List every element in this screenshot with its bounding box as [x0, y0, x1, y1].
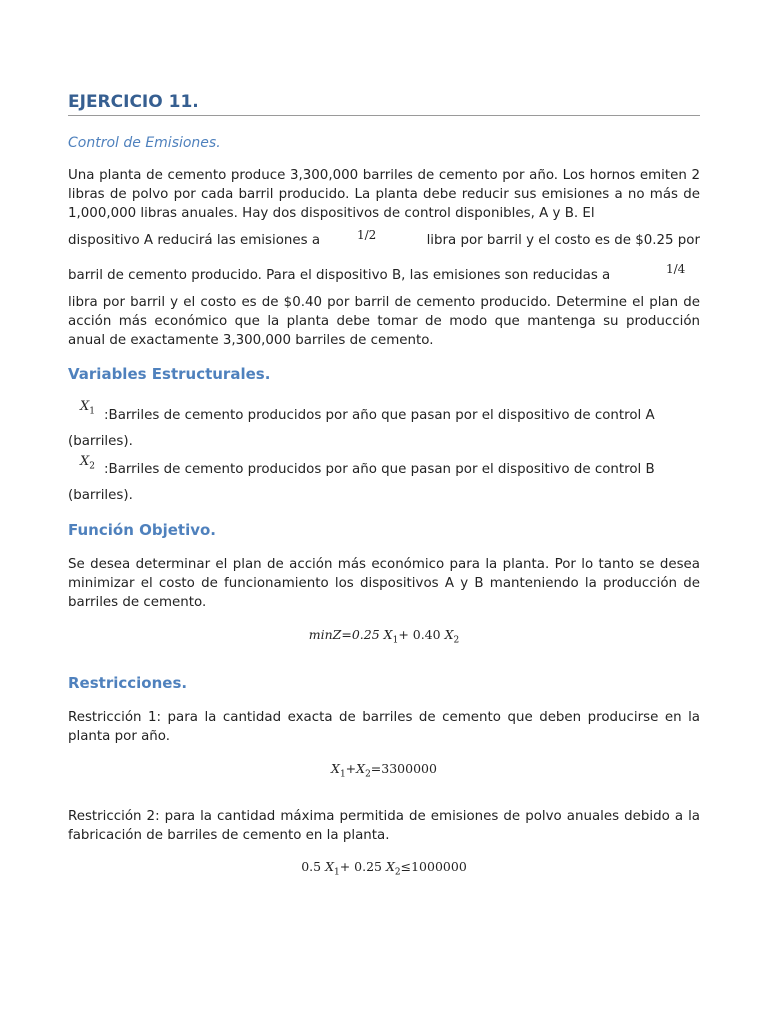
objective-formula: minZ=0.25 $X_1+ 0.40$ $X_2$ [308, 627, 460, 646]
objective-heading: Función Objetivo. [68, 521, 216, 539]
problem-text-a-cont: libra por barril y el costo es de $0.25 por [426, 233, 700, 248]
variable-x2-unit: (barriles). [68, 488, 133, 503]
restriction-2-formula: 0.5 $X_1+ 0.25$ $X_2\le 1000000$ [301, 859, 467, 878]
restriction-1-text: Restricción 1: para la cantidad exacta de barriles de cemento que deben producirse en la planta por año. [68, 710, 700, 744]
objective-text: Se desea determinar el plan de acción más económico para la planta. Por lo tanto se desea minimizar el costo de funcionamiento los dispositivos A y B manteniendo la producción de barriles de cemento. [68, 557, 700, 610]
restrictions-heading: Restricciones. [68, 674, 188, 692]
problem-line-device-b: barril de cemento producido. Para el dispositivo B, las emisiones son reducidas a [68, 268, 611, 283]
variable-x1-description: :Barriles de cemento producidos por año que pasan por el dispositivo de control A [104, 408, 655, 423]
fraction-quarter: 1/4 [666, 262, 686, 276]
variables-heading: Variables Estructurales. [68, 365, 271, 383]
variable-x1-symbol: $X_1$ [80, 399, 95, 417]
restriction-2-text: Restricción 2: para la cantidad máxima permitida de emisiones de polvo anuales debido a la fabricación de barriles de cemento en la planta. [68, 809, 700, 843]
variable-x2-description: :Barriles de cemento producidos por año que pasan por el dispositivo de control B [104, 462, 655, 477]
problem-paragraph-1: Una planta de cemento produce 3,300,000 barriles de cemento por año. Los hornos emiten 2 libras de polvo por cada barril producido. La planta debe reducir sus emisiones a no más de 1,000,000 libras anuales. Hay dos dispositivos de control disponibles, A y B. El [68, 168, 700, 221]
problem-text-a: dispositivo A reducirá las emisiones a [68, 233, 321, 248]
fraction-half: 1/2 [357, 228, 377, 242]
exercise-title: EJERCICIO 11. [68, 92, 700, 116]
exercise-subtitle: Control de Emisiones. [68, 135, 221, 151]
restriction-1-formula: $X_1+X_2=3300000$ [331, 761, 437, 780]
variable-x1-unit: (barriles). [68, 434, 133, 449]
variable-x2-symbol: $X_2$ [80, 454, 95, 472]
problem-paragraph-2: libra por barril y el costo es de $0.40 por barril de cemento producido. Determine el plan de acción más económico que la planta debe tomar de modo que mantenga su producción anual de exactamente 3,300,000 barriles de cemento. [68, 295, 700, 348]
